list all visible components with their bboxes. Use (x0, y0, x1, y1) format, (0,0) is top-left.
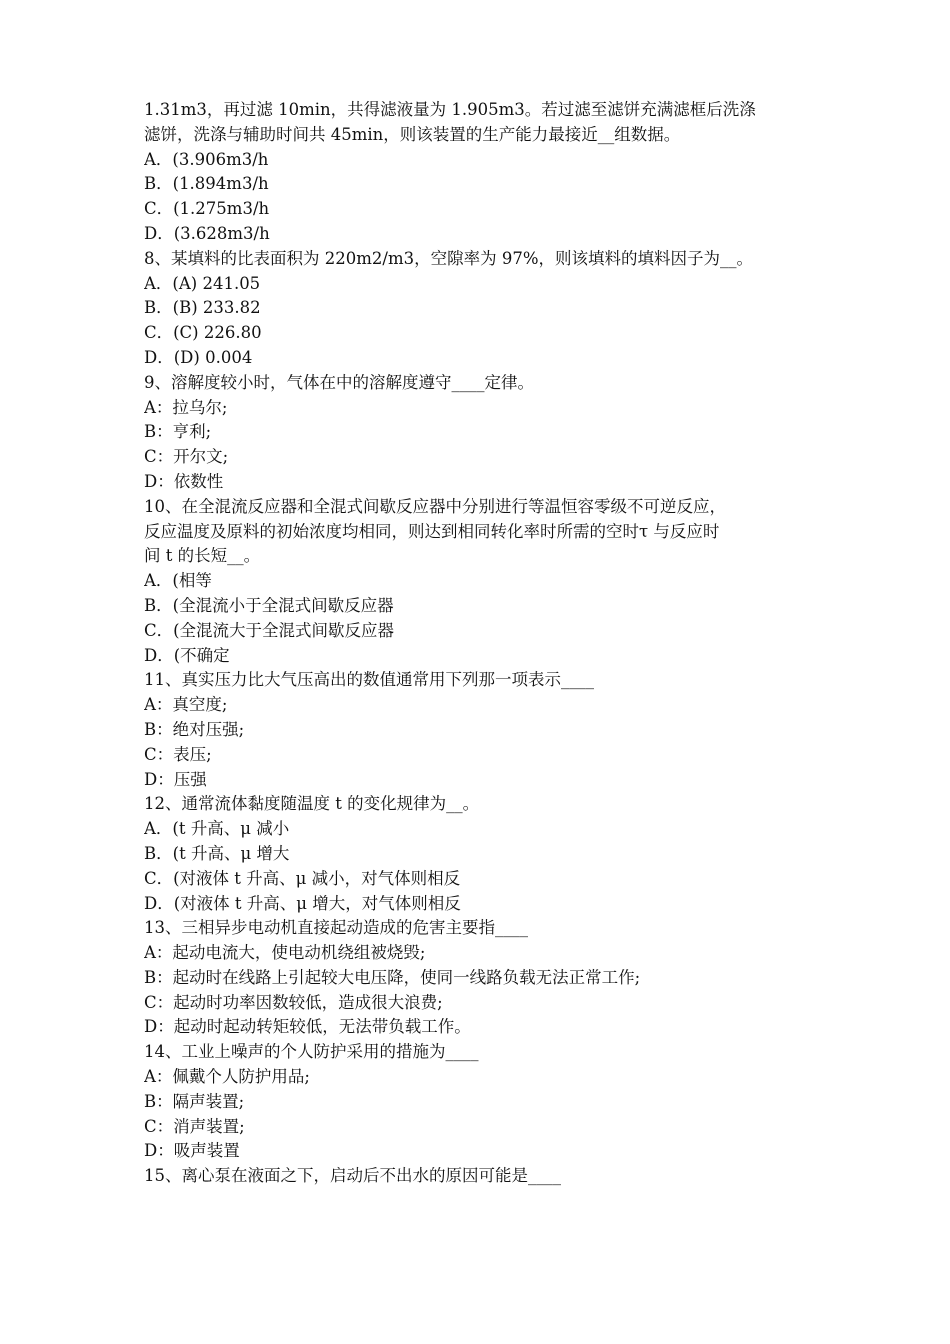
option-line: A：真空度; (144, 695, 228, 715)
option-line: C：消声装置; (144, 1116, 245, 1136)
text-line: 滤饼，洗涤与辅助时间共 45min，则该装置的生产能力最接近__组数据。 (144, 124, 681, 144)
option-line: D．(D) 0.004 (144, 347, 253, 367)
question-12: 12、通常流体黏度随温度 t 的变化规律为__。 (144, 794, 480, 814)
question-13: 13、三相异步电动机直接起动造成的危害主要指____ (144, 918, 528, 938)
option-line: B．(1.894m3/h (144, 174, 269, 194)
option-line: B：绝对压强; (144, 719, 245, 739)
option-line: D：依数性 (144, 471, 224, 491)
option-line: C．(C) 226.80 (144, 323, 262, 343)
question-15: 15、离心泵在液面之下，启动后不出水的原因可能是____ (144, 1166, 561, 1186)
option-line: A：拉乌尔; (144, 397, 228, 417)
option-line: C：起动时功率因数较低，造成很大浪费; (144, 992, 443, 1012)
option-line: D：压强 (144, 769, 207, 789)
document-body (144, 98, 814, 1189)
option-line: D．(不确定 (144, 645, 230, 665)
option-line: B：隔声装置; (144, 1091, 245, 1111)
question-8: 8、某填料的比表面积为 220m2/m3，空隙率为 97%，则该填料的填料因子为__。 (144, 248, 754, 268)
text-line: 间 t 的长短__。 (144, 546, 261, 566)
option-line: A：佩戴个人防护用品; (144, 1067, 310, 1087)
text-line: 1.31m3，再过滤 10min，共得滤液量为 1.905m3。若过滤至滤饼充满滤框后洗涤 (144, 100, 756, 119)
option-line: D．(3.628m3/h (144, 223, 270, 243)
option-line: B：起动时在线路上引起较大电压降，使同一线路负载无法正常工作; (144, 967, 641, 987)
option-line: C．(对液体 t 升高、μ 减小，对气体则相反 (144, 868, 461, 888)
option-line: D．(对液体 t 升高、μ 增大，对气体则相反 (144, 893, 461, 913)
option-line: A．(A) 241.05 (144, 273, 261, 293)
option-line: B．(t 升高、μ 增大 (144, 843, 290, 863)
option-line: D：吸声装置 (144, 1141, 240, 1161)
question-10: 10、在全混流反应器和全混式间歇反应器中分别进行等温恒容零级不可逆反应， (144, 496, 726, 516)
option-line: B．(全混流小于全混式间歇反应器 (144, 595, 394, 615)
option-line: B．(B) 233.82 (144, 298, 261, 318)
option-line: C．(1.275m3/h (144, 199, 270, 219)
option-line: A．(3.906m3/h (144, 149, 269, 169)
question-14: 14、工业上噪声的个人防护采用的措施为____ (144, 1042, 479, 1062)
question-9: 9、溶解度较小时，气体在中的溶解度遵守____定律。 (144, 372, 534, 392)
option-line: D：起动时起动转矩较低，无法带负载工作。 (144, 1017, 471, 1037)
option-line: C．(全混流大于全混式间歇反应器 (144, 620, 395, 640)
text-line: 反应温度及原料的初始浓度均相同，则达到相同转化率时所需的空时τ 与反应时 (144, 521, 720, 541)
option-line: B：亨利; (144, 422, 212, 442)
option-line: A．(相等 (144, 571, 212, 591)
question-11: 11、真实压力比大气压高出的数值通常用下列那一项表示____ (144, 670, 594, 690)
option-line: C：开尔文; (144, 447, 229, 467)
option-line: C：表压; (144, 744, 212, 764)
option-line: A．(t 升高、μ 减小 (144, 819, 290, 839)
option-line: A：起动电流大，使电动机绕组被烧毁; (144, 943, 426, 963)
